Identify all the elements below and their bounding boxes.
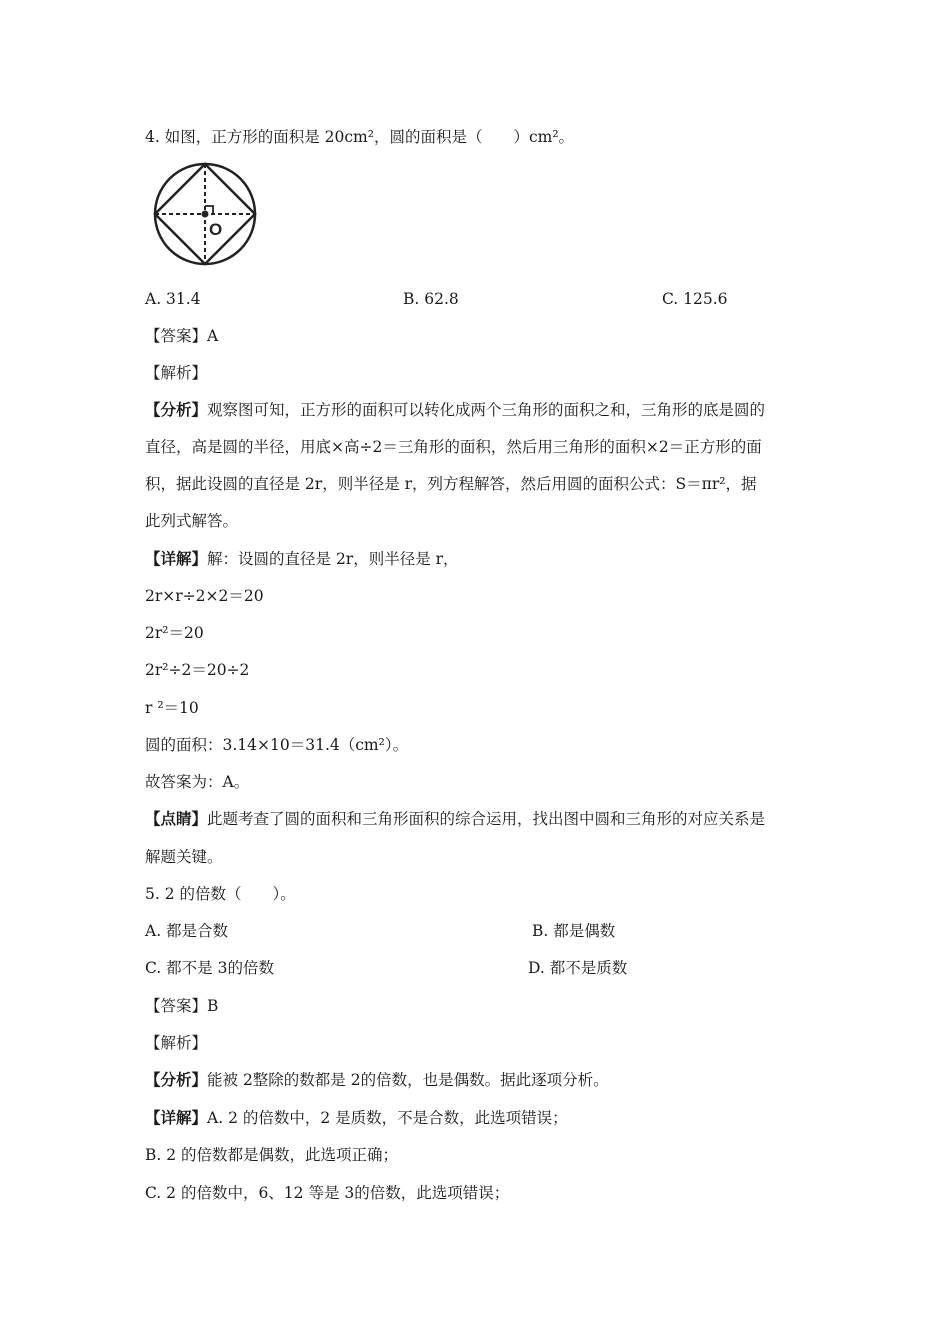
- q5-step-2: C. 2 的倍数中，6、12 等是 3的倍数，此选项错误；: [145, 1184, 510, 1202]
- q5-step-1: B. 2 的倍数都是偶数，此选项正确；: [145, 1146, 399, 1164]
- q4-analysis-line-2: 直径，高是圆的半径，用底×高÷2＝三角形的面积，然后用三角形的面积×2＝正方形的面: [145, 438, 762, 456]
- q5-answer: 【答案】B: [145, 997, 219, 1015]
- q4-answer: 【答案】A: [145, 327, 219, 345]
- q4-analysis-line-1: 【分析】观察图可知，正方形的面积可以转化成两个三角形的面积之和，三角形的底是圆的: [145, 400, 766, 419]
- q4-step-2: 2r²＝20: [145, 624, 204, 642]
- q4-detail-line: 【详解】解：设圆的直径是 2r，则半径是 r，: [145, 549, 459, 568]
- q4-option-b: B. 62.8: [403, 290, 459, 308]
- q5-option-b: B. 都是偶数: [532, 922, 616, 940]
- q4-detail-tag: 【详解】: [145, 549, 208, 568]
- q4-step-1: 2r×r÷2×2＝20: [145, 587, 264, 605]
- q4-note-line-1: 【点睛】此题考查了圆的面积和三角形面积的综合运用，找出图中圆和三角形的对应关系是: [145, 809, 766, 828]
- q4-note-line-2: 解题关键。: [145, 848, 223, 866]
- q4-step-5: 圆的面积：3.14×10＝31.4（cm²）。: [145, 736, 409, 754]
- q5-option-a: A. 都是合数: [145, 922, 229, 940]
- figure-center-dot: [202, 211, 209, 218]
- q4-step-3: 2r²÷2＝20÷2: [145, 661, 250, 679]
- q4-jiexi: 【解析】: [145, 364, 208, 382]
- q4-analysis-line-4: 此列式解答。: [145, 512, 239, 530]
- circle-square-figure: [150, 160, 262, 268]
- q4-analysis-tag: 【分析】: [145, 400, 208, 419]
- q5-option-c: C. 都不是 3的倍数: [145, 959, 274, 977]
- q4-analysis-line-3: 积，据此设圆的直径是 2r，则半径是 r，列方程解答，然后用圆的面积公式：S＝πr²，据: [145, 475, 757, 493]
- q4-step-4: r ²＝10: [145, 699, 199, 717]
- figure-center-label: O: [209, 220, 223, 239]
- q5-detail-line: 【详解】A. 2 的倍数中，2 是质数，不是合数，此选项错误；: [145, 1108, 568, 1127]
- q5-stem: 5. 2 的倍数（ ）。: [145, 885, 296, 903]
- q4-option-a: A. 31.4: [145, 290, 201, 308]
- q5-detail-tag: 【详解】: [145, 1108, 208, 1127]
- q5-analysis-line: 【分析】能被 2整除的数都是 2的倍数，也是偶数。据此逐项分析。: [145, 1070, 609, 1089]
- q4-option-c: C. 125.6: [662, 290, 728, 308]
- q4-note-tag: 【点睛】: [145, 809, 208, 828]
- q4-step-6: 故答案为：A。: [145, 773, 250, 791]
- q5-option-d: D. 都不是质数: [528, 959, 628, 977]
- q5-jiexi: 【解析】: [145, 1034, 208, 1052]
- q4-stem: 4. 如图，正方形的面积是 20cm²，圆的面积是（ ）cm²。: [145, 128, 575, 146]
- q5-analysis-tag: 【分析】: [145, 1070, 208, 1089]
